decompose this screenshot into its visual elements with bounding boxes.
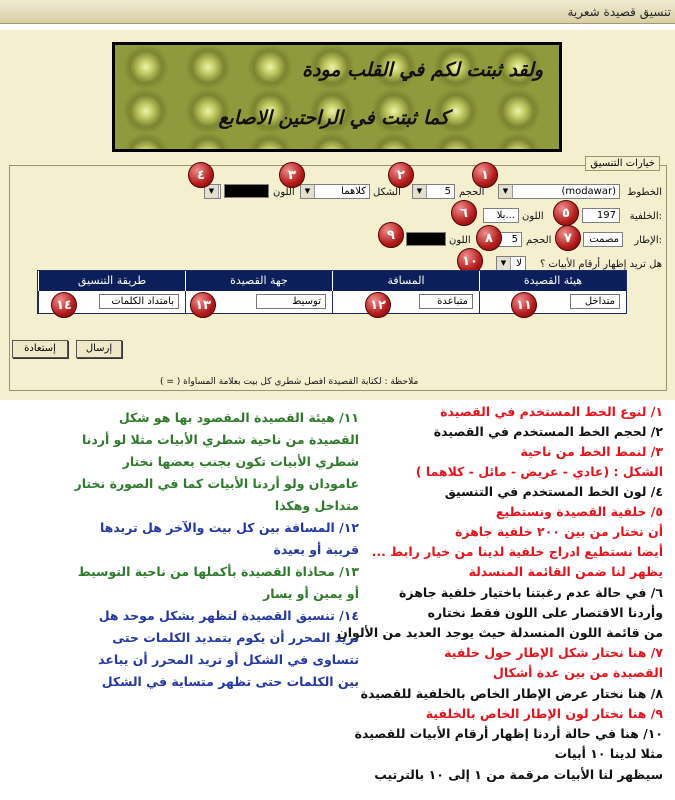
poem-line-1: ولقد ثبتت لكم في القلب مودة bbox=[302, 59, 543, 81]
poem-preview bbox=[112, 42, 562, 152]
grid-cell-spacing bbox=[332, 291, 479, 313]
explain-right-5: ٥/ خلفية القصيدة ونستطيع bbox=[495, 504, 663, 519]
frame-style-input[interactable]: مصمت bbox=[583, 232, 623, 247]
explain-left-7: ١٣/ محاذاة القصيدة بأكملها من ناحية التوسيط bbox=[77, 564, 359, 579]
shape-select[interactable]: ▼ كلاهما bbox=[300, 184, 370, 199]
shape-layout-select[interactable]: متداخل bbox=[570, 294, 620, 309]
grid-header-alignment: جهة القصيدة bbox=[185, 271, 332, 291]
explain-right-13: القصيدة من بين عدة أشكال bbox=[493, 665, 663, 680]
explain-left-6: قريبة أو بعيدة bbox=[273, 542, 359, 557]
badge-13: ١٣ bbox=[190, 292, 216, 318]
badge-10: ١٠ bbox=[457, 248, 483, 274]
font-color-label: اللون bbox=[273, 187, 295, 198]
badge-4: ٤ bbox=[188, 162, 214, 188]
badge-2: ٢ bbox=[388, 162, 414, 188]
explain-right-11: من قائمة اللون المنسدلة حيث يوجد العديد من الألوان bbox=[337, 625, 663, 640]
explain-right-9: ٦/ في حالة عدم رغبتنا باختيار خلفية جاهزة bbox=[399, 585, 663, 600]
size-select[interactable]: ▼ 5 bbox=[412, 184, 455, 199]
explain-right-12: ٧/ هنا نختار شكل الإطار حول خلفية bbox=[444, 645, 663, 660]
line-numbers-select[interactable]: ▼ لا bbox=[496, 256, 526, 271]
explain-right-2: ٣/ لنمط الخط من ناحية bbox=[520, 444, 663, 459]
poem-line-2: كما ثبتت في الراحتين الاصابع bbox=[218, 107, 449, 129]
explain-right-1: ٢/ لحجم الخط المستخدم في القصيدة bbox=[433, 424, 663, 439]
alignment-select[interactable]: توسيط bbox=[256, 294, 326, 309]
explain-right-0: ١/ لنوع الخط المستخدم في القصيدة bbox=[440, 404, 663, 419]
window-titlebar bbox=[0, 0, 675, 24]
format-grid bbox=[37, 270, 627, 314]
background-color-label: اللون bbox=[522, 211, 544, 222]
frame-size-input[interactable]: 5 bbox=[498, 232, 522, 247]
background-input[interactable]: 197 bbox=[582, 208, 620, 223]
badge-6: ٦ bbox=[451, 200, 477, 226]
explain-left-1: القصيدة من ناحية شطري الأبيات مثلا لو أردنا bbox=[81, 432, 359, 447]
grid-cell-shape bbox=[479, 291, 626, 313]
explain-left-5: ١٢/ المسافة بين كل بيت والآخر هل تريدها bbox=[99, 520, 359, 535]
badge-3: ٣ bbox=[279, 162, 305, 188]
explain-right-18: سيظهر لنا الأبيات مرقمة من ١ إلى ١٠ بالترتيب bbox=[374, 767, 663, 782]
chevron-down-icon: ▼ bbox=[499, 185, 513, 198]
explain-right-3: الشكل : (عادي - عريض - مائل - كلاهما ) bbox=[415, 464, 663, 479]
chevron-down-icon: ▼ bbox=[497, 257, 511, 270]
frame-label: الإطار: bbox=[634, 235, 662, 246]
font-label: الخطوط bbox=[627, 187, 662, 198]
options-title: خيارات التنسيق bbox=[585, 156, 660, 171]
send-button[interactable]: إرسال bbox=[76, 340, 122, 358]
explain-left-4: متداخل وهكذا bbox=[274, 498, 359, 513]
explain-left-8: أو يمين أو يسار bbox=[263, 586, 359, 601]
line-numbers-question: هل تريد إظهار أرقام الأبيات ؟ bbox=[540, 259, 662, 270]
restore-button[interactable]: إستعادة bbox=[12, 340, 68, 358]
explain-right-7: أيضا نستطيع ادراج خلفية لدينا من خيار رابط ... bbox=[371, 544, 663, 559]
font-color-swatch[interactable] bbox=[224, 184, 269, 198]
explain-left-10: تريد المحرر أن يكوم بتمديد الكلمات حتى bbox=[112, 630, 359, 645]
explain-right-16: ١٠/ هنا في حالة أردنا إظهار أرقام الأبيات للقصيدة bbox=[354, 726, 663, 741]
badge-1: ١ bbox=[472, 162, 498, 188]
grid-header-method: طريقة التنسيق bbox=[38, 271, 185, 291]
frame-size-label: الحجم bbox=[526, 235, 552, 246]
poem-formatter-window bbox=[0, 30, 675, 400]
badge-5: ٥ bbox=[553, 200, 579, 226]
explain-right-17: مثلا لدينا ١٠ أبيات bbox=[554, 746, 663, 761]
explain-left-0: ١١/ هيئة القصيدة المقصود بها هو شكل bbox=[118, 410, 359, 425]
badge-8: ٨ bbox=[476, 225, 502, 251]
explain-right-15: ٩/ هنا نختار لون الإطار الخاص بالخلفية bbox=[425, 706, 663, 721]
explain-right-10: وأردنا الاقتصار على اللون فقط نختاره bbox=[427, 605, 663, 620]
badge-12: ١٢ bbox=[365, 292, 391, 318]
explain-right-14: ٨/ هنا نختار عرض الإطار الخاص بالخلفية للقصيدة bbox=[360, 686, 663, 701]
explain-right-8: يظهر لنا ضمن القائمة المنسدلة bbox=[468, 564, 663, 579]
font-select[interactable]: ▼ (modawar) bbox=[498, 184, 620, 199]
frame-color-swatch[interactable] bbox=[406, 232, 446, 246]
badge-9: ٩ bbox=[378, 222, 404, 248]
size-label: الحجم bbox=[459, 187, 485, 198]
explain-left-11: تتساوى في الشكل أو تريد المحرر أن يباعد bbox=[98, 652, 359, 667]
shape-label: الشكل bbox=[373, 187, 401, 198]
chevron-down-icon: ▼ bbox=[413, 185, 427, 198]
frame-color-label: اللون bbox=[449, 235, 471, 246]
chevron-down-icon: ▼ bbox=[205, 185, 219, 198]
explain-left-9: ١٤/ تنسيق القصيدة لتظهر بشكل موحد هل bbox=[98, 608, 359, 623]
grid-header-spacing: المسافة bbox=[332, 271, 479, 291]
chevron-down-icon: ▼ bbox=[301, 185, 315, 198]
explain-left-12: بين الكلمات حتى تظهر متساية في الشكل bbox=[101, 674, 359, 689]
background-label: الخلفية: bbox=[629, 211, 662, 222]
badge-7: ٧ bbox=[555, 225, 581, 251]
note-text: ملاحظة : لكتابة القصيدة افصل شطري كل بيت بعلامة المساواة ( = ) bbox=[160, 377, 419, 387]
explain-right-6: أن نختار من بين ٢٠٠ خلفية جاهزة bbox=[454, 524, 663, 539]
badge-11: ١١ bbox=[511, 292, 537, 318]
grid-header-shape: هيئة القصيدة bbox=[479, 271, 626, 291]
explain-left-3: عامودان ولو أردنا الأبيات كما في الصورة نختار bbox=[74, 476, 359, 491]
window-title: تنسيق قصيدة شعرية bbox=[567, 5, 671, 19]
badge-14: ١٤ bbox=[51, 292, 77, 318]
background-color-input[interactable]: بلا... bbox=[483, 208, 519, 223]
method-select[interactable]: بامتداد الكلمات bbox=[99, 294, 179, 309]
explain-right-4: ٤/ لون الخط المستخدم في التنسيق bbox=[444, 484, 663, 499]
explain-left-2: شطري الأبيات تكون بجنب بعضها نختار bbox=[122, 454, 359, 469]
spacing-select[interactable]: متباعدة bbox=[419, 294, 473, 309]
